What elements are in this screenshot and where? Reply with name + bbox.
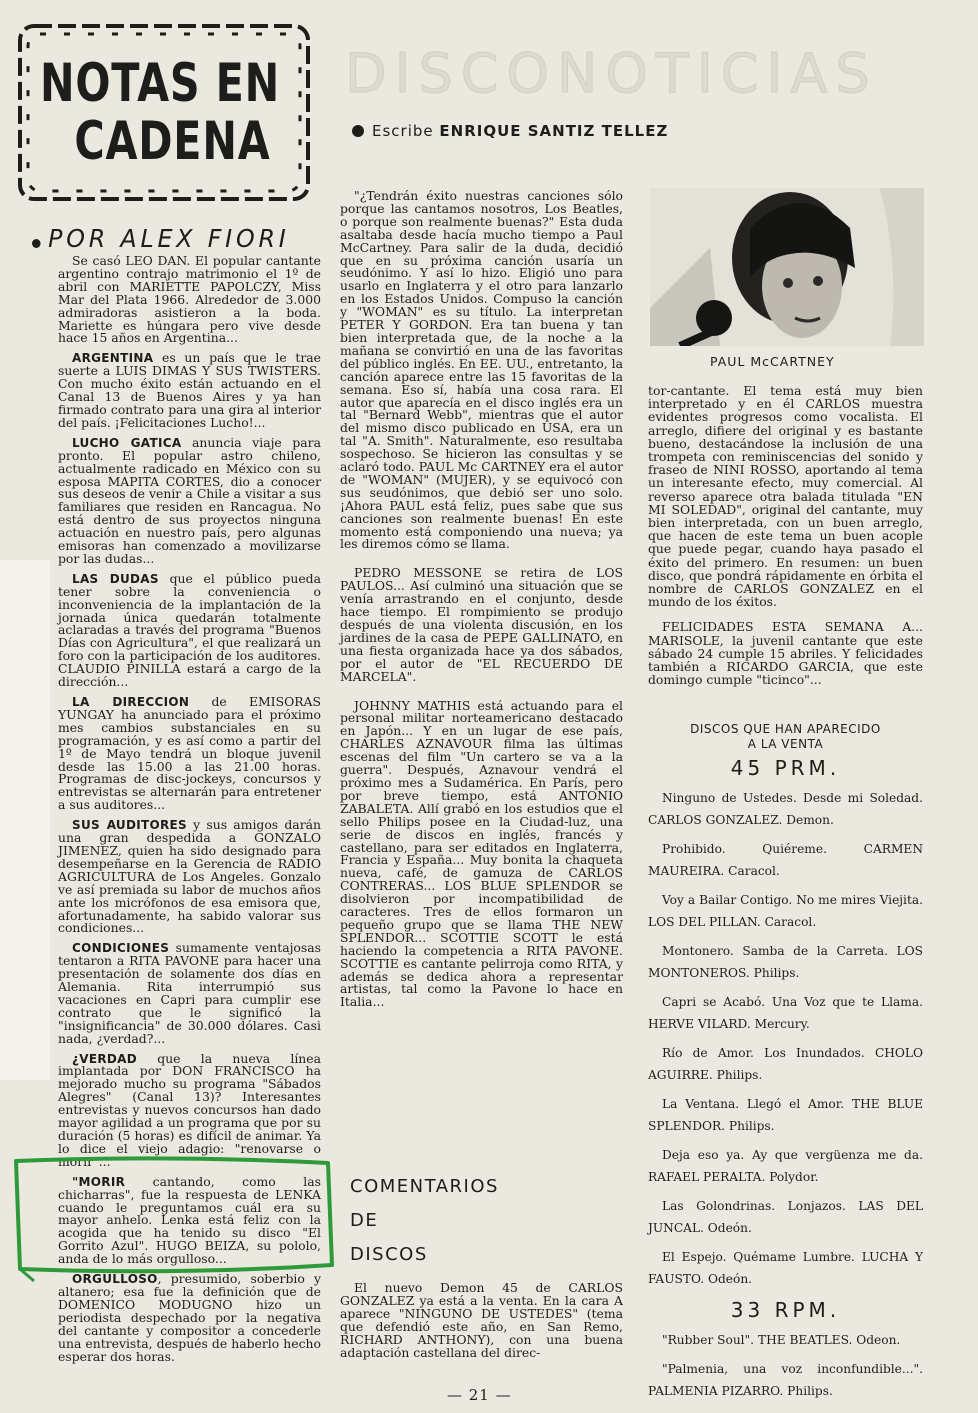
records-list-column (648, 722, 923, 1409)
paragraph: SUS AUDITORES y sus amigos darán una gran despedida a GONZALO JIMENEZ, quien ha sido designado para desempeñarse en la Gerencia de RADIO AGRICULTURA de Los Angeles. Gonzalo ve así premiada su labor de muchos años ante los micrófonos de esa emisora que, afortunadamente, ha sabido valorar sus condiciones... (58, 817, 321, 936)
paragraph: ARGENTINA es un país que le trae suerte a LUIS DIMAS Y SUS TWISTERS. Con mucho éxito están actuando en el Canal 13 de Buenos Aires y ya han firmado contrato para una gira al interior del país. ¡Felicitaciones Lucho!... (58, 350, 321, 430)
paragraph: LA DIRECCION de EMISORAS YUNGAY ha anunciado para el próximo mes cambios substanciales en su programación, y es así como a partir del 1º de Mayo tendrá un bloque juvenil desde las 15.00 a las 21.00 horas. Programas de disc-jockeys, concursos y entrevistas se alternarán para entretener a sus auditores... (58, 694, 321, 813)
paragraph: "¿Tendrán éxito nuestras canciones sólo porque las cantamos nosotros, Los Beatles, o porque son realmente buenas?" Esta duda asaltaba desde hacía mucho tiempo a Paul McCartney. Para salir de la duda, decidió que en su próxima canción usaría un seudónimo. Y así lo hizo. Eligió uno para usarlo en Inglaterra y el otro para lanzarlo en los Estados Unidos. Compuso la canción y "WOMAN" es su título. La interpretan PETER Y GORDON. Era tan buena y tan bien interpretada que, de la noche a la mañana se convirtió en una de las favoritas del público inglés. En EE. UU., entretanto, la canción aparece entre las 15 favoritas de la semana. Eso sí, había una cosa rara. El autor que aparecía en el disco inglés era un tal "Bernard Webb", mientras que el autor del mismo disco publicado en USA, era un tal "A. Smith". Naturalmente, eso resultaba sospechoso. Se hicieron las consultas y se aclaró todo. PAUL Mc CARTNEY era el autor de "WOMAN" (MUJER), y se equivocó con sus seudónimos, que debió ser uno solo. ¡Ahora PAUL está feliz, pues sabe que sus canciones son realmente buenas! En este momento está componiendo una nueva; ya les diremos cómo se llama. (340, 188, 623, 552)
paragraph: LUCHO GATICA anuncia viaje para pronto. El popular astro chileno, actualmente radicado en México con su esposa MAPITA CORTES, dio a conocer sus deseos de venir a Chile a visitar a sus familiares que residen en Rancagua. No está dentro de sus proyectos ninguna actuación en nuestro país, pero algunas emisoras han comenzado a movilizarse por las dudas... (58, 434, 321, 566)
paragraph: FELICIDADES ESTA SEMANA A... MARISOLE, la juvenil cantante que este sábado 24 cumple 15 abriles. Y felicidades también a RICARDO GARCIA, que este domingo cumple "ticinco"... (648, 619, 923, 688)
paragraph: Se casó LEO DAN. El popular cantante argentino contrajo matrimonio el 1º de abril con MARIETTE PAPOLCZY, Miss Mar del Plata 1966. Alrededor de 3.000 admiradoras asistieron a la boda. Mariette es húngara pero vive desde hace 15 años en Argentina... (58, 253, 321, 346)
paragraph: ¿VERDAD que la nueva línea implantada por DON FRANCISCO ha mejorado mucho su programa "Sábados Alegres" (Canal 13)? Interesantes entrevistas y nuevos concursos han dado mayor agilidad a un programa que por su duración (5 horas) es difícil de animar. Ya lo dice el viejo adagio: "renovarse o morir"... (58, 1050, 321, 1169)
rpm33-heading: 33 RPM. (730, 1297, 841, 1322)
news-column (340, 190, 623, 1016)
photo-caption: PAUL McCARTNEY (710, 354, 835, 369)
list-item: "Rubber Soul". THE BEATLES. Odeon. (662, 1332, 901, 1347)
rpm45-heading: 45 PRM. (730, 756, 841, 780)
list-item: Voy a Bailar Contigo. No me mires Viejita. LOS DEL PILLAN. Caracol. (648, 892, 923, 929)
comentarios-heading: COMENTARIOS DE DISCOS (350, 1176, 499, 1265)
review-continuation (648, 384, 923, 693)
byline-prefix: Escribe (372, 122, 434, 140)
bullet-icon (32, 239, 41, 248)
paragraph: CONDICIONES sumamente ventajosas tentaron a RITA PAVONE para hacer una presentación de solamente dos días en Alemania. Rita interrumpió sus vacaciones en Capri para cumplir ese contrato que le significó la "insignificancia" de 30.000 dólares. Casi nada, ¿verdad?... (58, 940, 321, 1046)
paragraph: El nuevo Demon 45 de CARLOS GONZALEZ ya está a la venta. En la cara A aparece "NINGUNO DE USTEDES" (tema que defendió este año, en San Remo, RICHARD ANTHONY), con una buena adaptación castellana del direc- (340, 1280, 623, 1360)
title-line-1: NOTAS EN (40, 53, 280, 114)
green-marker-box-icon (10, 1153, 338, 1283)
page-number: — 21 — (447, 1386, 512, 1404)
list-item: El Espejo. Quémame Lumbre. LUCHA Y FAUSTO. Odeón. (648, 1249, 923, 1286)
list-item: Capri se Acabó. Una Voz que te Llama. HERVE VILARD. Mercury. (648, 994, 923, 1031)
title-line-2: CADENA (74, 111, 271, 172)
paragraph: ORGULLOSO, presumido, soberbio y altanero; esa fue la definición que de DOMENICO MODUGNO hizo un periodista despechado por la negativa del cantante y compositor a concederle una entrevista, después de haberlo hecho esperar dos horas. (58, 1271, 321, 1364)
list-item: Río de Amor. Los Inundados. CHOLO AGUIRRE. Philips. (648, 1045, 923, 1082)
paragraph: JOHNNY MATHIS está actuando para el personal militar norteamericano destacado en Japón... Y en un lugar de ese país, CHARLES AZNAVOUR filma las últimas escenas del film "Un cartero se va a la guerra". Después, Aznavour vendrá el próximo mes a Sudamérica. En París, pero por breve tiempo, está ANTONIO ZABALETA. Allí grabó en los estudios que el sello Philips posee en la Ciudad-luz, una serie de discos en inglés, francés y castellano, para ser editados en Inglaterra, Francia y España... Muy bonita la chaqueta nueva, café, de gamuza de CARLOS CONTRERAS... LOS BLUE SPLENDOR se disolvieron por incompatibilidad de caracteres. Tres de ellos formaron un pequeño grupo que se llama THE NEW SPLENDOR... SCOTTIE SCOTT le está haciendo la competencia a RITA PAVONE. SCOTTIE es cantante pelirroja como RITA, y además se dedica ahora a representar artistas, tal como la Pavone lo hace en Italia... (340, 697, 623, 1010)
column-author (32, 224, 290, 253)
paul-mccartney-photo (650, 188, 924, 346)
list-item: La Ventana. Llegó el Amor. THE BLUE SPLENDOR. Philips. (648, 1096, 923, 1133)
paragraph: "MORIR cantando, como las chicharras", fue la respuesta de LENKA cuando le preguntamos cuál era su mayor anhelo. Lenka está feliz con la acogida que ha tenido su disco "El Gorrito Azul". HUGO BEIZA, su pololo, anda de lo más orgulloso... (58, 1173, 321, 1267)
white-patch (0, 560, 50, 1080)
list-item: Prohibido. Quiéreme. CARMEN MAUREIRA. Caracol. (648, 841, 923, 878)
paragraph: LAS DUDAS que el público pueda tener sobre la conveniencia o inconveniencia de la implantación de la jornada única quedarán totalmente aclaradas a través del programa "Buenos Días con Agricultura", el que realizará un foro con la participación de los auditores. CLAUDIO PINILLA estará a cargo de la dirección... (58, 570, 321, 690)
section-watermark: DISCONOTICIAS (345, 42, 878, 105)
paragraph: tor-cantante. El tema está muy bien interpretado y en él CARLOS muestra evidentes progresos como vocalista. El arreglo, difiere del original y es bastante bueno, destacándose la inclusión de una trompeta con reminiscencias del sonido y fraseo de NINI ROSSO, aportando al tema un interesante efecto, muy comercial. Al reverso aparece otra balada titulada "EN MI SOLEDAD", original del cantante, muy bien interpretada, con un buen arreglo, que hacen de este tema un buen acople que puede pegar, cuando haya pasado el éxito del primero. En resumen: un buen disco, que pondrá rápidamente en órbita el nombre de CARLOS GONZALEZ en el mundo de los éxitos. (648, 383, 923, 610)
list-item: Ninguno de Ustedes. Desde mi Soledad. CARLOS GONZALEZ. Demon. (648, 790, 923, 827)
list-item: Deja eso ya. Ay que vergüenza me da. RAFAEL PERALTA. Polydor. (648, 1147, 923, 1184)
list-item: "Palmenia, una voz inconfundible...". PALMENIA PIZARRO. Philips. (648, 1361, 923, 1398)
author-name: POR ALEX FIORI (48, 224, 290, 253)
list-item: Las Golondrinas. Lonjazos. LAS DEL JUNCAL. Odeón. (648, 1198, 923, 1235)
discos-heading: DISCOS QUE HAN APARECIDO A LA VENTA (690, 722, 881, 751)
byline (352, 122, 668, 140)
column-title (40, 55, 280, 171)
paragraph: PEDRO MESSONE se retira de LOS PAULOS... Así culminó una situación que se venía arrastrando en el conjunto, desde hace tiempo. El rompimiento se produjo después de una violenta discusión, en los jardines de la casa de PEPE GALLINATO, en una fiesta organizada hace ya dos sábados, por el autor de "EL RECUERDO DE MARCELA". (340, 565, 623, 684)
bullet-icon (352, 125, 364, 137)
byline-name: ENRIQUE SANTIZ TELLEZ (439, 122, 669, 140)
list-item: Montonero. Samba de la Carreta. LOS MONTONEROS. Philips. (648, 943, 923, 980)
comentarios-text (340, 1282, 623, 1359)
